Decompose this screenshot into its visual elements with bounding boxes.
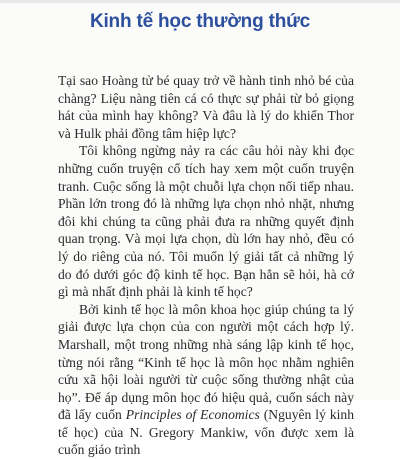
chapter-title: Kinh tế học thường thức [89,11,311,32]
paragraph-text-after-title: (Nguyên lý kinh tế học) của N. Gregory Mankiw, vốn được xem là cuốn giáo trình [58,407,354,458]
top-divider [0,0,400,3]
body-text [58,72,354,459]
paragraph-intro-questions: Tại sao Hoàng tử bé quay trở về hành tinh nhỏ bé của chàng? Liệu nàng tiên cá có thực sự phải từ bỏ giọng hát của mình hay không? Và đâu là lý do khiến Thor và Hulk phải đồng tâm hiệp lực? [58,73,354,141]
book-title-principles-of-economics: Principles of Economics [125,407,260,423]
paragraph-economics-definition [58,301,354,459]
paragraph-text-before-title: Bởi kinh tế học là môn khoa học giúp chúng ta lý giải được lựa chọn của con người một cách hợp lý. Marshall, một trong những nhà sáng lập kinh tế học, từng nói rằng “Kinh tế học là môn học nhằm nghiên cứu xã hội loài người từ cuộc sống thường nhật của họ”. Để áp dụng môn học đó hiệu quả, cuốn sách này đã lấy cuốn [58,301,354,423]
paragraph-life-choices: Tôi không ngừng nảy ra các câu hỏi này khi đọc những cuốn truyện cổ tích hay xem một cuốn truyện tranh. Cuộc sống là một chuỗi lựa chọn nối tiếp nhau. Phần lớn trong đó là những lựa chọn nhỏ nhặt, nhưng đôi khi chúng ta cũng phải đưa ra những quyết định quan trọng. Và mọi lựa chọn, dù lớn hay nhỏ, đều có lý do riêng của nó. Tôi muốn lý giải tất cả những lý do đó dưới góc độ kinh tế học. Bạn hẳn sẽ hỏi, hà cớ gì mà nhất định phải là kinh tế học? [58,143,354,300]
